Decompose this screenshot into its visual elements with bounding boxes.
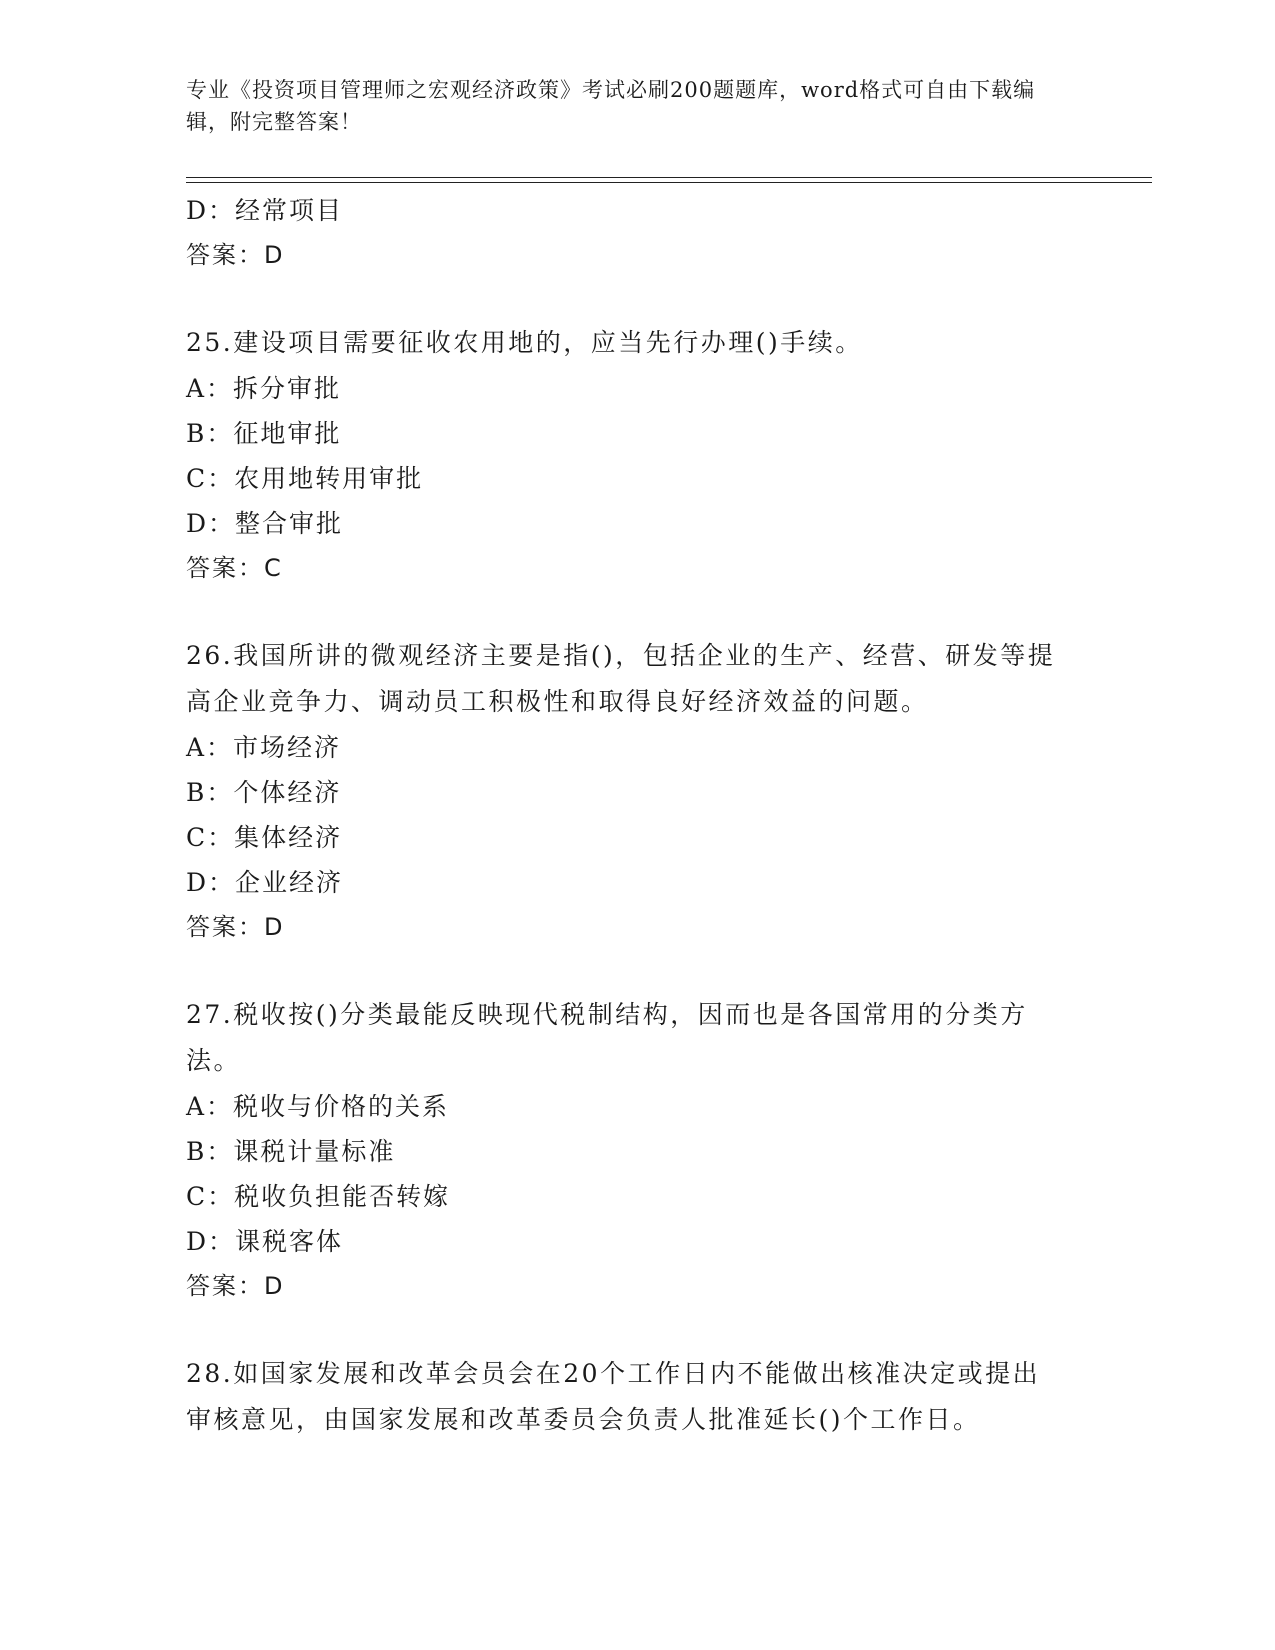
option-d: D：整合审批 xyxy=(186,509,344,538)
answer-line: 答案：C xyxy=(186,554,283,582)
spacer xyxy=(186,591,1086,633)
option-c: C：税收负担能否转嫁 xyxy=(186,1182,451,1211)
header-divider-top xyxy=(186,177,1152,178)
option-b: B：课税计量标准 xyxy=(186,1137,396,1166)
question-stem: 25.建设项目需要征收农用地的，应当先行办理()手续。 xyxy=(186,328,863,357)
option-d: D：经常项目 xyxy=(186,196,344,225)
answer-line: 答案：D xyxy=(186,913,285,941)
question-25 xyxy=(186,320,1086,591)
option-c: C：集体经济 xyxy=(186,823,343,852)
header-divider-bottom xyxy=(186,182,1152,183)
option-c: C：农用地转用审批 xyxy=(186,464,424,493)
spacer xyxy=(186,1309,1086,1351)
spacer xyxy=(186,950,1086,992)
document-header: 专业《投资项目管理师之宏观经济政策》考试必刷200题题库，word格式可自由下载编辑，附完整答案！ xyxy=(186,78,1036,134)
option-d: D：课税客体 xyxy=(186,1227,344,1256)
option-a: A：拆分审批 xyxy=(186,374,342,403)
question-stem: 27.税收按()分类最能反映现代税制结构，因而也是各国常用的分类方法。 xyxy=(186,1000,1028,1075)
question-stem: 26.我国所讲的微观经济主要是指()，包括企业的生产、经营、研发等提高企业竞争力、调动员工积极性和取得良好经济效益的问题。 xyxy=(186,641,1056,716)
option-a: A：税收与价格的关系 xyxy=(186,1092,450,1121)
option-d: D：企业经济 xyxy=(186,868,344,897)
option-b: B：征地审批 xyxy=(186,419,342,448)
question-stem: 28.如国家发展和改革会员会在20个工作日内不能做出核准决定或提出审核意见，由国家发展和改革委员会负责人批准延长()个工作日。 xyxy=(186,1359,1041,1434)
option-a: A：市场经济 xyxy=(186,733,342,762)
spacer xyxy=(186,278,1086,320)
question-28 xyxy=(186,1351,1086,1443)
question-26 xyxy=(186,633,1086,950)
answer-line: 答案：D xyxy=(186,1272,285,1300)
question-27 xyxy=(186,992,1086,1309)
option-b: B：个体经济 xyxy=(186,778,342,807)
answer-line: 答案：D xyxy=(186,241,285,269)
document-body xyxy=(186,188,1086,1443)
